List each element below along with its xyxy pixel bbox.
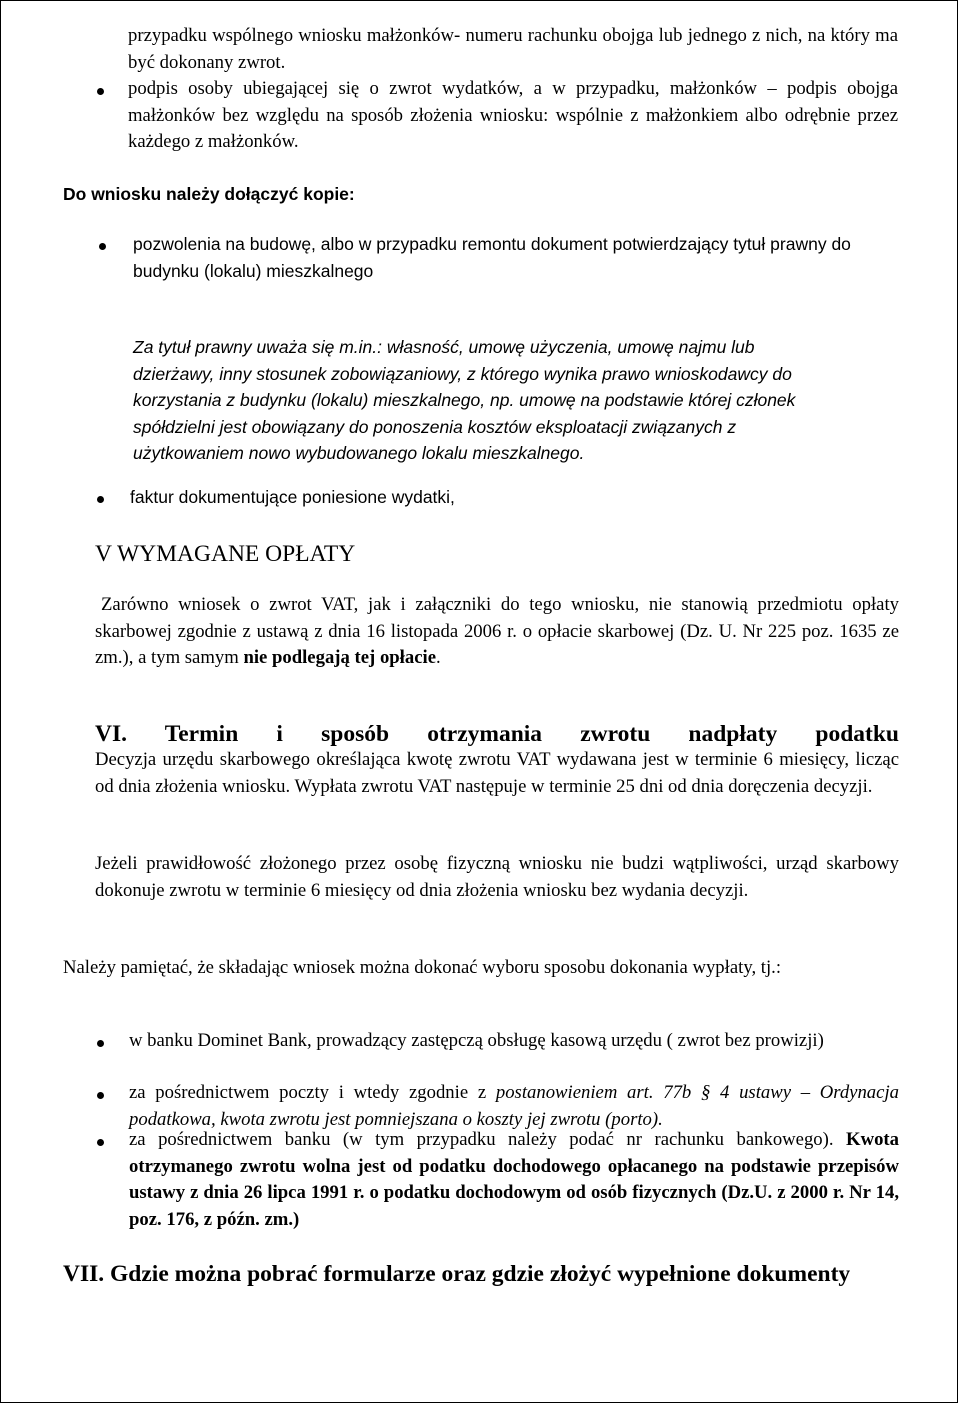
invoices-bullet-text: faktur dokumentujące poniesione wydatki,: [130, 487, 455, 507]
payment-intro-text: Należy pamiętać, że składając wniosek można dokonać wyboru sposobu dokonania wypłaty, tj.:: [63, 957, 782, 978]
attachments-heading: Do wniosku należy dołączyć kopie:: [63, 184, 355, 204]
payment-post-lead: za pośrednictwem poczty i wtedy zgodnie z: [129, 1082, 496, 1103]
bullet-icon: [97, 1040, 104, 1047]
bullet-icon: [99, 243, 106, 250]
section-v-body-text: Zarówno wniosek o zwrot VAT, jak i załączniki do tego wniosku, nie stanowią przedmiotu opłaty skarbowej zgodnie z ustawą z dnia 16 listopada 2006 r. o opłacie skarbowej (Dz. U. Nr 225 poz. 1635 ze zm.), a tym samym: [95, 594, 899, 668]
signature-bullet-text: podpis osoby ubiegającej się o zwrot wydatków, a w przypadku, małżonków – podpis obojga małżonków bez względu na sposób złożenia wniosku: wspólnie z małżonkiem albo odrębnie przez każdego z małżonków.: [128, 78, 898, 152]
payment-account-lead: za pośrednictwem banku (w tym przypadku należy podać nr rachunku bankowego).: [129, 1129, 834, 1150]
payment-post-text: [129, 1080, 899, 1133]
bullet-icon: [97, 1092, 104, 1099]
section-vi-decision-text: Decyzja urzędu skarbowego określająca kwotę zwrotu VAT wydawana jest w terminie 6 miesięcy, licząc od dnia złożenia wniosku. Wypłata zwrotu VAT następuje w terminie 25 dni od dnia doręczenia decyzji.: [95, 749, 899, 797]
payment-post-legal-note: postanowieniem art. 77b § 4 ustawy – Ordynacja podatkowa, kwota zwrotu jest pomniejszana o koszty jej zwrotu (porto).: [129, 1082, 899, 1130]
section-v-body-end: .: [436, 647, 441, 668]
section-v-body: [95, 592, 899, 672]
payment-bank-text: w banku Dominet Bank, prowadzący zastępczą obsługę kasową urzędu ( zwrot bez prowizji): [129, 1030, 824, 1051]
bullet-icon: [97, 88, 104, 95]
section-v-body-emphasis: nie podlegają tej opłacie: [243, 647, 436, 668]
bullet-continuation-text: przypadku wspólnego wniosku małżonków- numeru rachunku obojga lub jednego z nich, na który ma być dokonany zwrot.: [128, 25, 898, 73]
payment-account-text: [129, 1127, 899, 1233]
section-vii-heading: VII. Gdzie można pobrać formularze oraz gdzie złożyć wypełnione dokumenty: [63, 1261, 851, 1287]
section-vi-heading: VI. Termin i sposób otrzymania zwrotu nadpłaty podatku: [95, 721, 899, 747]
section-vi-no-decision-text: Jeżeli prawidłowość złożonego przez osobę fizyczną wniosku nie budzi wątpliwości, urząd skarbowy dokonuje zwrotu w terminie 6 miesięcy od dnia złożenia wniosku bez wydania decyzji.: [95, 853, 899, 901]
legal-title-note: Za tytuł prawny uważa się m.in.: własność, umowę użyczenia, umowę najmu lub dzierżawy, inny stosunek zobowiązaniowy, z którego wynika prawo wnioskodawcy do korzystania z budynku (lokalu) mieszkalnego, np. umowę na podstawie której członek spółdzielni jest obowiązany do ponoszenia kosztów eksploatacji związanych z użytkowaniem nowo wybudowanego lokalu mieszkalnego.: [133, 337, 796, 463]
payment-account-tax-note: Kwota otrzymanego zwrotu wolna jest od podatku dochodowego opłacanego na podstawie przepisów ustawy z dnia 26 lipca 1991 r. o podatku dochodowym od osób fizycznych (Dz.U. z 2000 r. Nr 14, poz. 176, z późn. zm.): [129, 1129, 899, 1230]
bullet-icon: [97, 1139, 104, 1146]
section-v-heading: V WYMAGANE OPŁATY: [95, 541, 356, 567]
permit-bullet-text: pozwolenia na budowę, albo w przypadku remontu dokument potwierdzający tytuł prawny do budynku (lokalu) mieszkalnego: [133, 234, 851, 281]
bullet-icon: [97, 496, 104, 503]
